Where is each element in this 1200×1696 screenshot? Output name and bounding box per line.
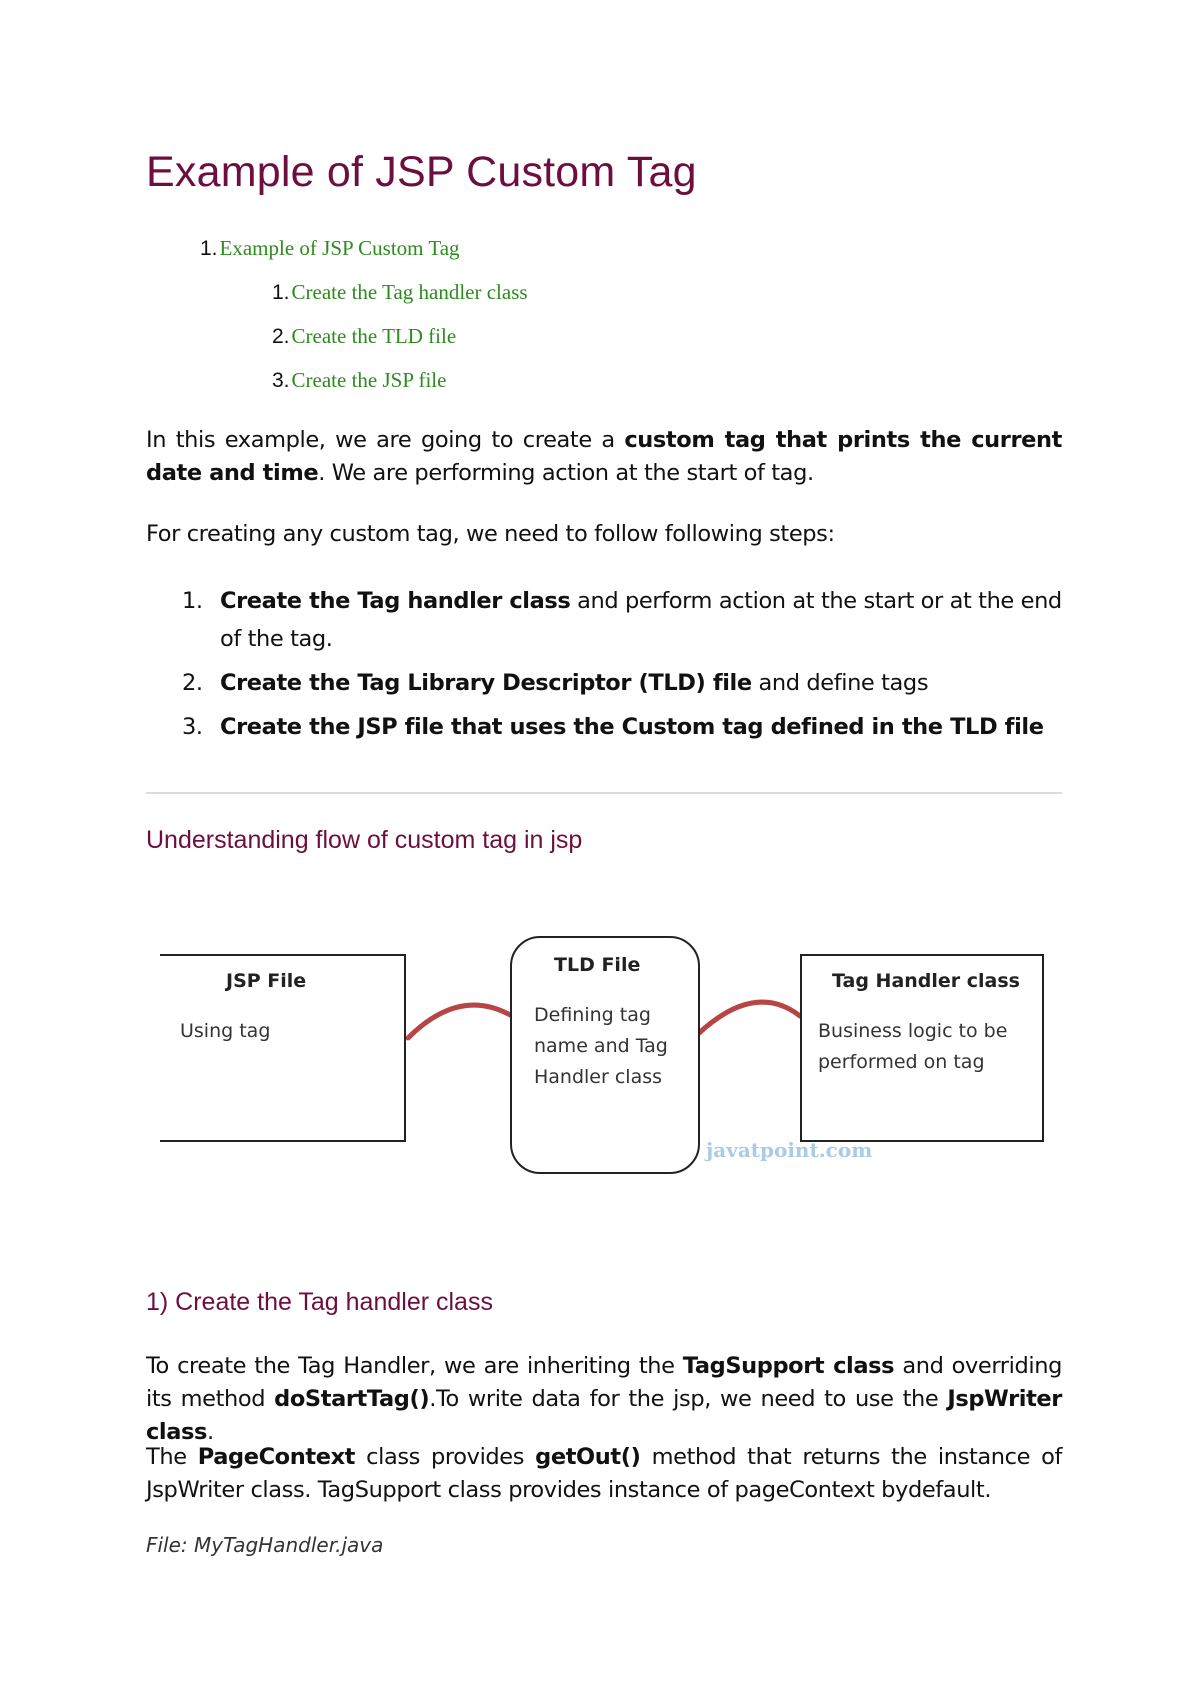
connector-left	[408, 1005, 512, 1038]
tag-handler-box	[800, 954, 1044, 1142]
tld-file-text	[534, 1000, 668, 1093]
horizontal-divider	[146, 792, 1062, 794]
file-caption: File: MyTagHandler.java	[146, 1533, 384, 1557]
list-number: 3.	[182, 714, 203, 740]
list-item	[146, 582, 1062, 658]
intro-paragraph	[146, 424, 1062, 490]
text-run: In this example, we are going to create a	[146, 427, 625, 453]
list-number: 2.	[182, 670, 203, 696]
toc-number: 3.	[272, 369, 290, 392]
flow-heading: Understanding flow of custom tag in jsp	[146, 826, 583, 854]
list-item	[146, 708, 1062, 746]
toc-number: 1.	[200, 237, 218, 260]
pagecontext-paragraph	[146, 1441, 1062, 1507]
handler-line: Business logic to be	[818, 1020, 1008, 1042]
toc-link-label[interactable]: Create the JSP file	[291, 368, 447, 392]
jsp-file-text: Using tag	[180, 1020, 271, 1042]
text-run: The	[146, 1444, 198, 1470]
emphasis-text: getOut()	[535, 1444, 641, 1470]
section-heading-tag-handler: 1) Create the Tag handler class	[146, 1288, 493, 1316]
jsp-file-title: JSP File	[226, 970, 307, 992]
toc-number: 1.	[272, 281, 290, 304]
flow-diagram	[160, 936, 1060, 1176]
toc-link-label[interactable]: Create the TLD file	[291, 324, 457, 348]
list-item	[146, 664, 1062, 702]
javatpoint-watermark: javatpoint.com	[706, 1138, 873, 1162]
steps-intro-paragraph: For creating any custom tag, we need to follow following steps:	[146, 521, 835, 547]
step-bold-text: Create the Tag Library Descriptor (TLD) file	[220, 670, 752, 696]
connector-right	[698, 1002, 800, 1034]
step-bold-text: Create the JSP file that uses the Custom tag defined in the TLD file	[220, 714, 1044, 740]
toc-item-sub[interactable]	[272, 280, 528, 305]
text-run: and overriding its method	[146, 1353, 1062, 1412]
tld-file-title: TLD File	[554, 954, 641, 976]
toc-item-sub[interactable]	[272, 324, 456, 349]
text-run: .To write data for the jsp, we need to use the	[429, 1386, 948, 1412]
text-run: To create the Tag Handler, we are inheriting the	[146, 1353, 683, 1379]
toc-link-label[interactable]: Example of JSP Custom Tag	[219, 236, 460, 260]
tag-handler-title: Tag Handler class	[832, 970, 1020, 992]
handler-line: performed on tag	[818, 1051, 985, 1073]
step-text: and perform action at the start or at the end of the tag.	[220, 588, 1062, 652]
text-run: class provides	[355, 1444, 536, 1470]
tag-handler-text	[818, 1016, 1007, 1078]
toc-item-sub[interactable]	[272, 368, 446, 393]
toc-link-label[interactable]: Create the Tag handler class	[291, 280, 528, 304]
tld-file-box	[510, 936, 700, 1174]
list-number: 1.	[182, 588, 203, 614]
step-text: and define tags	[751, 670, 929, 696]
emphasis-text: TagSupport class	[682, 1353, 895, 1379]
emphasis-text: JspWriter class	[146, 1386, 1062, 1445]
tld-line: Handler class	[534, 1066, 663, 1088]
tld-line: name and Tag	[534, 1035, 668, 1057]
emphasis-text: custom tag that prints the current date and time	[146, 427, 1062, 486]
steps-list	[146, 582, 1062, 752]
step-bold-text: Create the Tag handler class	[220, 588, 571, 614]
toc-item-main[interactable]	[200, 236, 460, 261]
page-title: Example of JSP Custom Tag	[146, 148, 697, 196]
emphasis-text: doStartTag()	[274, 1386, 430, 1412]
jsp-file-box	[160, 954, 406, 1142]
tag-handler-paragraph	[146, 1350, 1062, 1449]
text-run: . We are performing action at the start of tag.	[318, 460, 814, 486]
text-run: method that returns the instance of JspWriter class. TagSupport class provides instance of pageContext bydefault.	[146, 1444, 1062, 1503]
text-run: .	[207, 1419, 214, 1445]
tld-line: Defining tag	[534, 1004, 651, 1026]
emphasis-text: PageContext	[197, 1444, 356, 1470]
toc-number: 2.	[272, 325, 290, 348]
